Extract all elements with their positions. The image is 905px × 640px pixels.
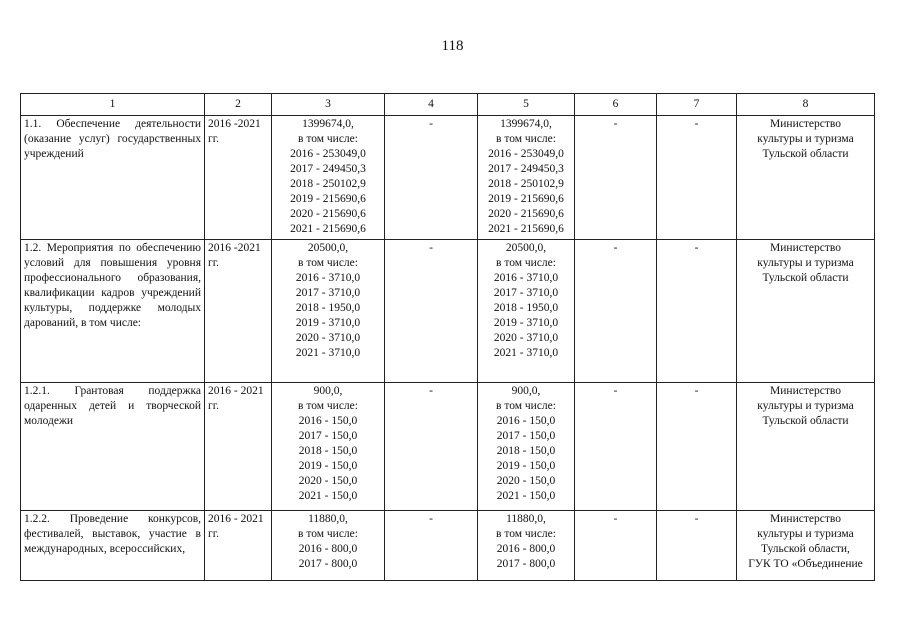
total-funding-cell bbox=[272, 383, 385, 511]
col7-cell: - bbox=[657, 240, 737, 383]
cell-line: в том числе: bbox=[298, 133, 358, 145]
program-table bbox=[20, 93, 875, 581]
executor-cell bbox=[737, 511, 875, 581]
cell-line: 2017 - 800,0 bbox=[496, 558, 556, 570]
cell-line: 2021 - 3710,0 bbox=[493, 347, 559, 359]
cell-line: 1399674,0, bbox=[302, 118, 354, 130]
cell-line: культуры и туризма bbox=[757, 528, 854, 540]
col4-cell: - bbox=[385, 511, 478, 581]
header-cell: 6 bbox=[575, 94, 657, 116]
period-cell: 2016 - 2021 гг. bbox=[205, 511, 272, 581]
col6-cell: - bbox=[575, 116, 657, 240]
activity-name-cell: 1.1. Обеспечение деятельности (оказание услуг) государственных учреждений bbox=[21, 116, 205, 240]
cell-line: 11880,0, bbox=[308, 513, 348, 525]
cell-line: 2021 - 150,0 bbox=[298, 490, 358, 502]
cell-line: 2016 - 800,0 bbox=[298, 543, 358, 555]
cell-line: 2017 - 150,0 bbox=[298, 430, 358, 442]
regional-funding-cell bbox=[478, 511, 575, 581]
cell-line: 2016 - 150,0 bbox=[496, 415, 556, 427]
cell-line: 1399674,0, bbox=[500, 118, 552, 130]
header-cell: 1 bbox=[21, 94, 205, 116]
header-cell: 5 bbox=[478, 94, 575, 116]
cell-line: Министерство bbox=[770, 385, 841, 397]
col6-cell: - bbox=[575, 383, 657, 511]
cell-line: в том числе: bbox=[496, 133, 556, 145]
cell-line: в том числе: bbox=[298, 528, 358, 540]
cell-line: 2017 - 249450,3 bbox=[290, 163, 366, 175]
cell-line: 2019 - 150,0 bbox=[298, 460, 358, 472]
cell-line: 2021 - 215690,6 bbox=[290, 223, 366, 235]
cell-line: 2019 - 3710,0 bbox=[295, 317, 361, 329]
cell-line: культуры и туризма bbox=[757, 133, 854, 145]
cell-line: 2020 - 215690,6 bbox=[488, 208, 564, 220]
regional-funding-cell bbox=[478, 240, 575, 383]
cell-line: 2019 - 215690,6 bbox=[488, 193, 564, 205]
col7-cell: - bbox=[657, 511, 737, 581]
cell-line: Тульской области, bbox=[761, 543, 850, 555]
table-row bbox=[21, 511, 875, 581]
col7-cell: - bbox=[657, 383, 737, 511]
cell-line: 2017 - 150,0 bbox=[496, 430, 556, 442]
cell-line: 2016 - 253049,0 bbox=[290, 148, 366, 160]
cell-line: 20500,0, bbox=[307, 242, 349, 254]
activity-name-cell: 1.2.1. Грантовая поддержка одаренных детей и творческой молодежи bbox=[21, 383, 205, 511]
cell-line: культуры и туризма bbox=[757, 257, 854, 269]
col4-cell: - bbox=[385, 240, 478, 383]
cell-line: 2020 - 150,0 bbox=[496, 475, 556, 487]
cell-line: Министерство bbox=[770, 513, 841, 525]
cell-line: 2016 - 800,0 bbox=[496, 543, 556, 555]
col6-cell: - bbox=[575, 240, 657, 383]
header-cell: 4 bbox=[385, 94, 478, 116]
cell-line: Тульской области bbox=[762, 415, 849, 427]
cell-line: Тульской области bbox=[762, 148, 849, 160]
cell-line: 20500,0, bbox=[505, 242, 547, 254]
header-cell: 2 bbox=[205, 94, 272, 116]
cell-line: 2016 - 3710,0 bbox=[295, 272, 361, 284]
regional-funding-cell bbox=[478, 116, 575, 240]
col4-cell: - bbox=[385, 383, 478, 511]
cell-line: 2017 - 3710,0 bbox=[493, 287, 559, 299]
cell-line: 2020 - 3710,0 bbox=[295, 332, 361, 344]
activity-name-cell: 1.2.2. Проведение конкурсов, фестивалей, выставок, участие в международных, всероссийских, bbox=[21, 511, 205, 581]
cell-line: 2018 - 150,0 bbox=[298, 445, 358, 457]
cell-line: 2018 - 250102,9 bbox=[488, 178, 564, 190]
cell-line: 2016 - 150,0 bbox=[298, 415, 358, 427]
cell-line: 2019 - 215690,6 bbox=[290, 193, 366, 205]
executor-cell bbox=[737, 116, 875, 240]
col4-cell: - bbox=[385, 116, 478, 240]
col7-cell: - bbox=[657, 116, 737, 240]
cell-line: 2020 - 3710,0 bbox=[493, 332, 559, 344]
cell-line: в том числе: bbox=[496, 257, 556, 269]
period-cell: 2016 - 2021 гг. bbox=[205, 383, 272, 511]
page-number: 118 bbox=[441, 38, 464, 54]
table-row bbox=[21, 116, 875, 240]
cell-line: 2019 - 3710,0 bbox=[493, 317, 559, 329]
cell-line: культуры и туризма bbox=[757, 400, 854, 412]
cell-line: 2021 - 215690,6 bbox=[488, 223, 564, 235]
cell-line: в том числе: bbox=[496, 400, 556, 412]
cell-line: 2016 - 253049,0 bbox=[488, 148, 564, 160]
header-cell: 7 bbox=[657, 94, 737, 116]
cell-line: в том числе: bbox=[298, 400, 358, 412]
cell-line: 2017 - 800,0 bbox=[298, 558, 358, 570]
cell-line: 2017 - 249450,3 bbox=[488, 163, 564, 175]
table-row bbox=[21, 240, 875, 383]
cell-line: 900,0, bbox=[511, 385, 541, 397]
period-cell: 2016 -2021 гг. bbox=[205, 240, 272, 383]
cell-line: 2020 - 150,0 bbox=[298, 475, 358, 487]
header-cell: 8 bbox=[737, 94, 875, 116]
period-cell: 2016 -2021 гг. bbox=[205, 116, 272, 240]
cell-line: 2018 - 1950,0 bbox=[295, 302, 361, 314]
cell-line: 2020 - 215690,6 bbox=[290, 208, 366, 220]
total-funding-cell bbox=[272, 511, 385, 581]
cell-line: 11880,0, bbox=[506, 513, 546, 525]
cell-line: 2021 - 150,0 bbox=[496, 490, 556, 502]
table-row bbox=[21, 383, 875, 511]
regional-funding-cell bbox=[478, 383, 575, 511]
executor-cell bbox=[737, 383, 875, 511]
cell-line: 2018 - 150,0 bbox=[496, 445, 556, 457]
total-funding-cell bbox=[272, 240, 385, 383]
activity-name-cell: 1.2. Мероприятия по обеспечению условий для повышения уровня профессионального образования, квалификации кадров учреждений культуры, поддержке молодых дарований, в том числе: bbox=[21, 240, 205, 383]
cell-line: 2016 - 3710,0 bbox=[493, 272, 559, 284]
executor-cell bbox=[737, 240, 875, 383]
total-funding-cell bbox=[272, 116, 385, 240]
cell-line: Тульской области bbox=[762, 272, 849, 284]
cell-line: 2017 - 3710,0 bbox=[295, 287, 361, 299]
col6-cell: - bbox=[575, 511, 657, 581]
cell-line: 2019 - 150,0 bbox=[496, 460, 556, 472]
cell-line: Министерство bbox=[770, 118, 841, 130]
cell-line: 2018 - 250102,9 bbox=[290, 178, 366, 190]
header-row bbox=[21, 94, 875, 116]
cell-line: 900,0, bbox=[313, 385, 343, 397]
cell-line: 2021 - 3710,0 bbox=[295, 347, 361, 359]
cell-line: Министерство bbox=[770, 242, 841, 254]
cell-line: в том числе: bbox=[496, 528, 556, 540]
header-cell: 3 bbox=[272, 94, 385, 116]
cell-line: 2018 - 1950,0 bbox=[493, 302, 559, 314]
cell-line: в том числе: bbox=[298, 257, 358, 269]
cell-line: ГУК ТО «Объединение bbox=[748, 558, 863, 570]
